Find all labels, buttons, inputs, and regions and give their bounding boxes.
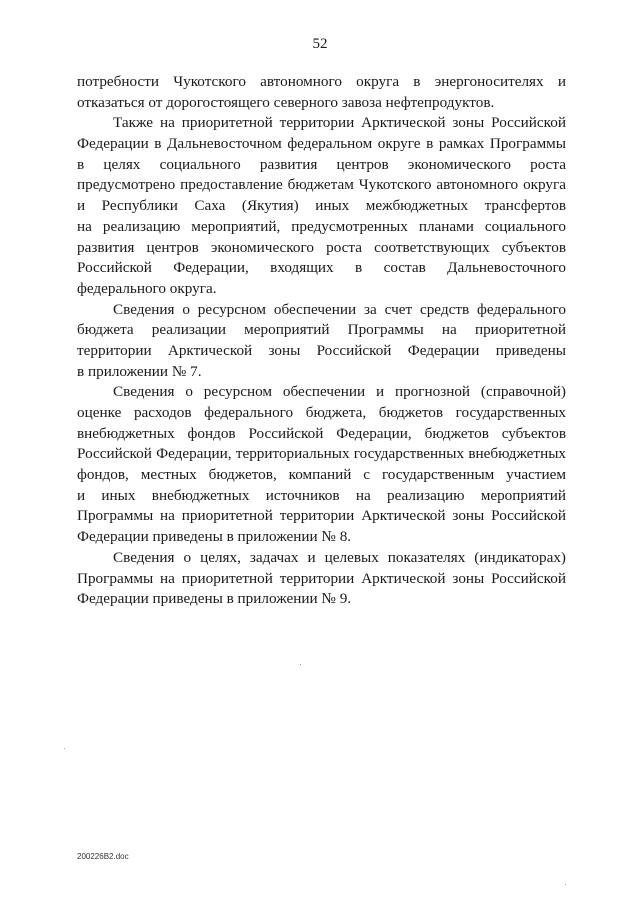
text-line: развития центров экономического роста соответствующих субъектов xyxy=(77,238,566,256)
text-line: Также на приоритетной территории Арктической зоны Российской xyxy=(113,114,566,132)
page-number: 52 xyxy=(312,36,328,52)
text-line: Российской Федерации, территориальных государственных внебюджетных xyxy=(77,445,566,463)
text-line: предусмотрено предоставление бюджетам Чукотского автономного округа xyxy=(77,176,566,194)
text-line: территории Арктической зоны Российской Федерации приведены xyxy=(77,341,566,359)
scan-speck xyxy=(64,748,65,749)
text-line: оценке расходов федерального бюджета, бюджетов государственных xyxy=(77,404,566,421)
text-line: Федерации приведены в приложении № 8. xyxy=(77,528,352,546)
text-line: Федерации приведены в приложении № 9. xyxy=(77,590,352,608)
text-line: федерального округа. xyxy=(77,279,217,297)
text-line: фондов, местных бюджетов, компаний с государственным участием xyxy=(77,466,566,484)
text-line: отказаться от дорогостоящего северного завоза нефтепродуктов. xyxy=(77,93,495,111)
text-line: Программы на приоритетной территории Арктической зоны Российской xyxy=(77,507,566,525)
text-line: в приложении № 7. xyxy=(77,362,202,380)
body-text xyxy=(77,72,566,610)
text-line: и Республики Саха (Якутия) иных межбюджетных трансфертов xyxy=(77,197,566,215)
text-line: внебюджетных фондов Российской Федерации, бюджетов субъектов xyxy=(77,424,566,442)
text-line: на реализацию мероприятий, предусмотренных планами социального xyxy=(77,217,566,235)
text-line: Сведения о целях, задачах и целевых показателях (индикаторах) xyxy=(113,548,566,566)
scan-speck xyxy=(300,664,301,665)
text-line: Сведения о ресурсном обеспечении за счет средств федерального xyxy=(113,300,566,318)
scan-speck xyxy=(565,884,566,885)
text-line: Российской Федерации, входящих в состав Дальневосточного xyxy=(77,259,566,277)
text-line: Сведения о ресурсном обеспечении и прогнозной (справочной) xyxy=(113,383,566,401)
text-line: Федерации в Дальневосточном федеральном округе в рамках Программы xyxy=(77,135,566,153)
text-line: Программы на приоритетной территории Арктической зоны Российской xyxy=(77,569,566,587)
footer-filename: 200226B2.doc xyxy=(77,852,129,861)
text-line: бюджета реализации мероприятий Программы на приоритетной xyxy=(77,321,566,339)
text-line: потребности Чукотского автономного округа в энергоносителях и xyxy=(77,73,566,90)
text-line: в целях социального развития центров экономического роста xyxy=(77,155,566,173)
text-line: и иных внебюджетных источников на реализацию мероприятий xyxy=(77,486,566,504)
